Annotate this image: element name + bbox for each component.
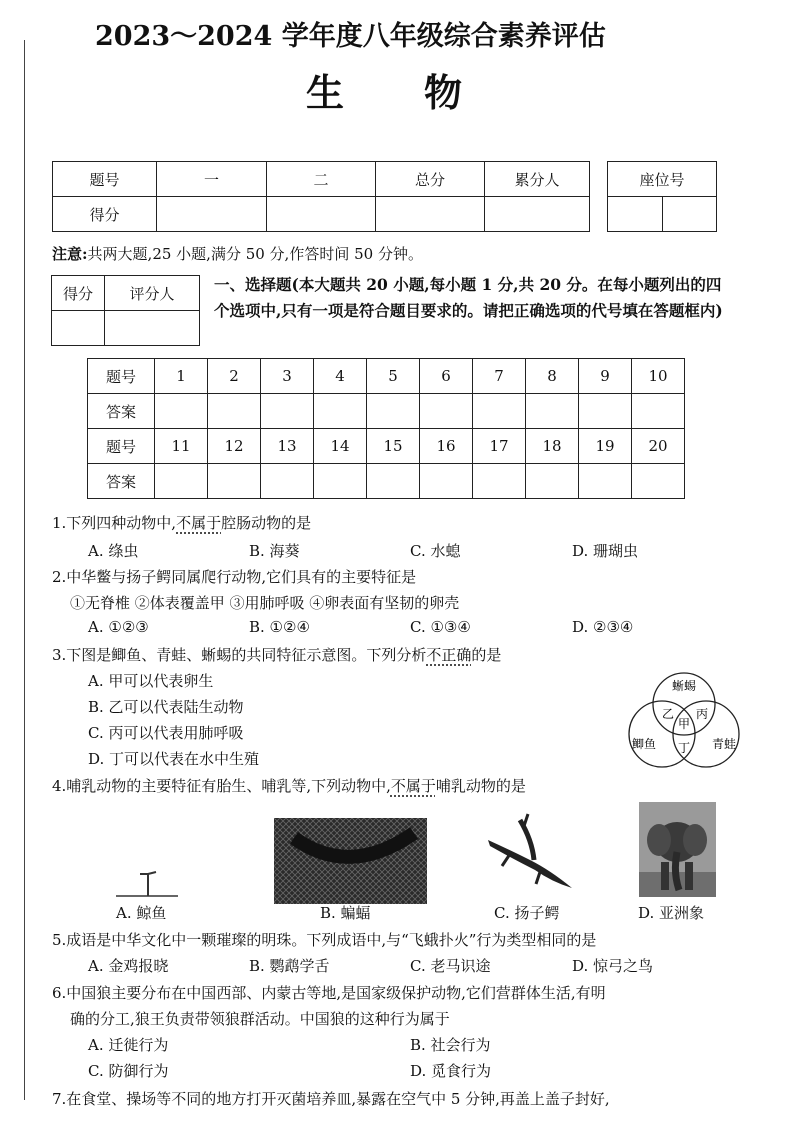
question-number: 1: [155, 359, 208, 394]
score-table-header-cell: 累分人: [485, 162, 590, 197]
answer-cell[interactable]: [314, 464, 367, 499]
q5-option-a: A. 金鸡报晓: [88, 957, 169, 975]
section-1-heading: 一、选择题(本大题共 20 小题,每小题 1 分,共 20 分。在每小题列出的四个选项中,只有一项是符合题目要求的。请把正确选项的代号填在答题框内): [214, 275, 723, 320]
answer-cell[interactable]: [526, 394, 579, 429]
answer-cell[interactable]: [208, 464, 261, 499]
answer-cell[interactable]: [208, 394, 261, 429]
answer-cell[interactable]: [155, 394, 208, 429]
q3-stem-part: 3.下图是鲫鱼、青蛙、蜥蜴的共同特征示意图。下列分析: [52, 646, 427, 664]
question-number: 8: [526, 359, 579, 394]
q3-emphasis: 不正确: [426, 646, 472, 664]
question-number: 2: [208, 359, 261, 394]
q6-option-a: A. 迁徙行为: [88, 1036, 169, 1054]
q3-option-d: D. 丁可以代表在水中生殖: [88, 750, 260, 768]
question-number: 20: [632, 429, 685, 464]
answer-cell[interactable]: [367, 394, 420, 429]
q4-emphasis: 不属于: [390, 777, 436, 795]
notice-label: 注意:: [52, 245, 88, 263]
q3-stem-part: 的是: [471, 646, 502, 664]
answer-cell[interactable]: [420, 464, 473, 499]
q2-option-b: B. ①②④: [249, 618, 310, 636]
venn-label-b: 乙: [661, 707, 675, 721]
q1-stem-part: 1.下列四种动物中,: [52, 514, 177, 532]
answer-table-number-row: [88, 429, 685, 464]
question-5-stem: 5.成语是中华文化中一颗璀璨的明珠。下列成语中,与“飞蛾扑火”行为类型相同的是: [52, 931, 597, 949]
q4-stem-part: 4.哺乳动物的主要特征有胎生、哺乳等,下列动物中,: [52, 777, 391, 795]
answer-table-a-label: 答案: [88, 394, 155, 429]
question-number: 3: [261, 359, 314, 394]
answer-table-q-label: 题号: [88, 429, 155, 464]
question-number: 10: [632, 359, 685, 394]
answer-cell[interactable]: [632, 464, 685, 499]
q3-option-c: C. 丙可以代表用肺呼吸: [88, 724, 244, 742]
notice-text: 共两大题,25 小题,满分 50 分,作答时间 50 分钟。: [87, 245, 423, 263]
answer-cell[interactable]: [367, 464, 420, 499]
q1-option-a: A. 绦虫: [88, 542, 139, 560]
question-number: 18: [526, 429, 579, 464]
question-number: 6: [420, 359, 473, 394]
venn-label-a: 甲: [677, 717, 691, 731]
subject-char-1: 生: [306, 70, 345, 115]
answer-cell[interactable]: [579, 464, 632, 499]
score-table: [52, 161, 590, 232]
venn-label-top: 蜥蜴: [671, 679, 697, 693]
answer-cell[interactable]: [632, 394, 685, 429]
q4-option-d: D. 亚洲象: [638, 904, 705, 922]
q2-option-d: D. ②③④: [572, 618, 634, 636]
answer-table-q-label: 题号: [88, 359, 155, 394]
grader-score-cell[interactable]: [52, 311, 105, 346]
exam-title: 2023～2024 学年度八年级综合素养评估: [95, 21, 606, 52]
question-1-stem: [52, 512, 311, 533]
answer-cell[interactable]: [473, 394, 526, 429]
bat-image: [274, 818, 427, 904]
q1-emphasis: 不属于: [176, 514, 222, 532]
q6-option-b: B. 社会行为: [410, 1036, 491, 1054]
whale-image: [112, 866, 182, 900]
question-number: 4: [314, 359, 367, 394]
seat-table: [607, 161, 717, 232]
question-number: 17: [473, 429, 526, 464]
answer-table-number-row: [88, 359, 685, 394]
question-number: 19: [579, 429, 632, 464]
answer-cell[interactable]: [261, 464, 314, 499]
question-number: 5: [367, 359, 420, 394]
score-cell[interactable]: [485, 197, 590, 232]
venn-label-d: 丁: [677, 741, 691, 755]
q6-option-d: D. 觅食行为: [410, 1062, 492, 1080]
question-3-stem: [52, 644, 501, 665]
question-number: 9: [579, 359, 632, 394]
subject-title: [306, 62, 462, 117]
score-cell[interactable]: [157, 197, 267, 232]
seat-number-label: 座位号: [608, 162, 717, 197]
venn-label-right: 青蛙: [711, 737, 737, 751]
answer-cell[interactable]: [579, 394, 632, 429]
q4-stem-part: 哺乳动物的是: [435, 777, 526, 795]
q3-option-b: B. 乙可以代表陆生动物: [88, 698, 244, 716]
answer-table-a-label: 答案: [88, 464, 155, 499]
grader-table: [51, 275, 200, 346]
question-number: 7: [473, 359, 526, 394]
notice: [52, 243, 423, 264]
q4-option-b: B. 蝙蝠: [320, 904, 371, 922]
answer-cell[interactable]: [155, 464, 208, 499]
score-cell[interactable]: [267, 197, 376, 232]
q5-option-b: B. 鹦鹉学舌: [249, 957, 330, 975]
q2-option-a: A. ①②③: [88, 618, 149, 636]
q1-option-b: B. 海葵: [249, 542, 300, 560]
question-number: 14: [314, 429, 367, 464]
q6-option-c: C. 防御行为: [88, 1062, 169, 1080]
grader-name-label: 评分人: [105, 276, 200, 311]
venn-label-c: 丙: [695, 707, 709, 721]
score-cell[interactable]: [376, 197, 485, 232]
question-number: 12: [208, 429, 261, 464]
q5-option-c: C. 老马识途: [410, 957, 491, 975]
score-table-header-cell: 题号: [53, 162, 157, 197]
answer-table: [87, 358, 685, 499]
answer-cell[interactable]: [314, 394, 367, 429]
q2-option-c: C. ①③④: [410, 618, 471, 636]
elephant-image: [639, 802, 716, 897]
answer-table-answer-row: [88, 464, 685, 499]
score-table-header-cell: 二: [267, 162, 376, 197]
grader-score-label: 得分: [52, 276, 105, 311]
question-6-stem-line-2: 确的分工,狼王负责带领狼群活动。中国狼的这种行为属于: [70, 1010, 450, 1028]
grader-name-cell[interactable]: [105, 311, 200, 346]
q4-option-c: C. 扬子鳄: [494, 904, 560, 922]
venn-label-left: 鲫鱼: [631, 737, 657, 751]
question-number: 16: [420, 429, 473, 464]
q2-items: ①无脊椎 ②体表覆盖甲 ③用肺呼吸 ④卵表面有坚韧的卵壳: [70, 594, 460, 612]
score-table-header-cell: 一: [157, 162, 267, 197]
question-number: 13: [261, 429, 314, 464]
question-6-stem-line-1: 6.中国狼主要分布在中国西部、内蒙古等地,是国家级保护动物,它们营群体生活,有明: [52, 984, 606, 1002]
answer-cell[interactable]: [526, 464, 579, 499]
question-7-stem: 7.在食堂、操场等不同的地方打开灭菌培养皿,暴露在空气中 5 分钟,再盖上盖子封好,: [52, 1090, 610, 1108]
answer-cell[interactable]: [473, 464, 526, 499]
seat-number-cell[interactable]: [608, 197, 663, 232]
q3-option-a: A. 甲可以代表卵生: [88, 672, 214, 690]
subject-char-2: 物: [424, 70, 463, 115]
alligator-image: [480, 810, 580, 894]
q4-option-a: A. 鲸鱼: [116, 904, 167, 922]
answer-cell[interactable]: [261, 394, 314, 429]
question-number: 11: [155, 429, 208, 464]
q5-option-d: D. 惊弓之鸟: [572, 957, 654, 975]
q1-option-c: C. 水螅: [410, 542, 461, 560]
question-4-stem: [52, 775, 526, 796]
binding-margin-line: [24, 40, 25, 1100]
answer-cell[interactable]: [420, 394, 473, 429]
answer-table-answer-row: [88, 394, 685, 429]
question-2-stem: 2.中华鳖与扬子鳄同属爬行动物,它们具有的主要特征是: [52, 568, 417, 586]
score-row-label: 得分: [53, 197, 157, 232]
q1-stem-part: 腔肠动物的是: [221, 514, 312, 532]
seat-number-cell[interactable]: [662, 197, 717, 232]
score-table-header-cell: 总分: [376, 162, 485, 197]
q1-option-d: D. 珊瑚虫: [572, 542, 639, 560]
question-number: 15: [367, 429, 420, 464]
venn-diagram: [622, 668, 746, 774]
